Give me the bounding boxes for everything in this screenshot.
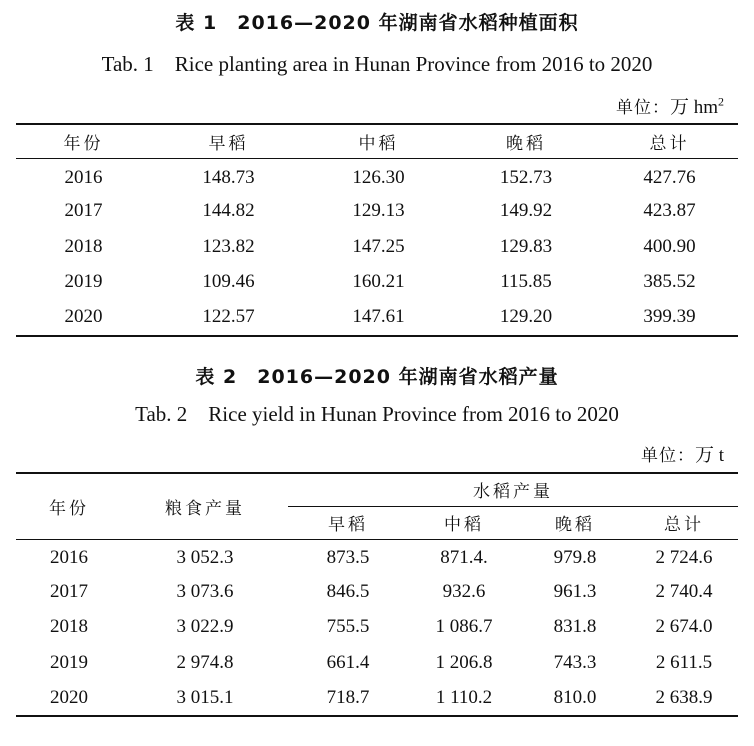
table-cell: 846.5	[326, 581, 370, 603]
table-row	[16, 610, 738, 645]
table-cell: 961.3	[553, 581, 597, 603]
table-cell: 873.5	[326, 547, 370, 569]
table-cell: 149.92	[499, 200, 553, 222]
table2-caption-cn: 表 2 2016—2020 年湖南省水稻产量	[195, 366, 559, 388]
table-cell: 3 022.9	[176, 616, 234, 638]
table-cell: 810.0	[553, 686, 597, 708]
table-cell: 2 611.5	[655, 651, 713, 673]
table-cell: 3 015.1	[176, 686, 234, 708]
table-cell: 2016	[50, 547, 88, 569]
table-row	[16, 539, 738, 574]
table-cell: 115.85	[500, 271, 552, 293]
table1-unit	[616, 92, 754, 119]
table-cell: 2 724.6	[655, 547, 713, 569]
table-row	[16, 229, 738, 265]
table-row	[16, 574, 738, 609]
table-cell: 2 674.0	[655, 616, 713, 638]
table-cell: 147.61	[352, 306, 405, 328]
table-row	[16, 194, 738, 230]
table2-header-total: 总计	[630, 506, 738, 539]
table1-header-total: 总计	[601, 124, 738, 158]
table-cell: 2019	[50, 651, 88, 673]
table-cell: 109.46	[202, 271, 255, 293]
table-cell: 400.90	[643, 235, 696, 257]
table1-header-early: 早稻	[151, 124, 306, 158]
table2-header-middle: 中稻	[408, 506, 520, 539]
table2-header-row-1	[16, 473, 738, 506]
table1-header-row	[16, 124, 738, 158]
table-cell: 2 974.8	[176, 651, 234, 673]
table2-header-early: 早稻	[288, 506, 408, 539]
table-row	[16, 681, 738, 716]
table-cell: 129.83	[499, 235, 553, 257]
table-cell: 831.8	[553, 616, 597, 638]
table-cell: 148.73	[202, 166, 255, 188]
table-cell: 144.82	[202, 200, 255, 222]
table1-header-year: 年份	[16, 124, 151, 158]
table-cell: 2018	[64, 235, 103, 257]
table-cell: 423.87	[643, 200, 696, 222]
table-row	[16, 645, 738, 680]
table2-header-late: 晚稻	[520, 506, 630, 539]
table-cell: 2 740.4	[655, 581, 713, 603]
table-cell: 123.82	[202, 235, 255, 257]
table-cell: 122.57	[202, 306, 255, 328]
table-cell: 399.39	[643, 306, 696, 328]
table2-caption-en: Tab. 2 Rice yield in Hunan Province from 2016 to 2020	[135, 402, 619, 426]
table1-unit-sup: 2	[718, 94, 724, 109]
table-row	[16, 265, 738, 301]
table-cell: 160.21	[352, 271, 405, 293]
table-cell: 129.20	[499, 306, 553, 328]
table-cell: 743.3	[553, 651, 597, 673]
table-cell: 661.4	[326, 651, 370, 673]
table-cell: 2019	[64, 271, 103, 293]
table-cell: 2018	[50, 616, 88, 638]
table-row	[16, 300, 738, 336]
table-cell: 932.6	[442, 581, 486, 603]
table-cell: 755.5	[326, 616, 370, 638]
table1-unit-prefix: 单位：	[615, 98, 670, 118]
table1-unit-main: 万 hm	[669, 97, 718, 118]
table-cell: 2 638.9	[655, 686, 713, 708]
table2-unit-main: 万 t	[694, 445, 724, 466]
table-cell: 1 110.2	[435, 686, 493, 708]
table2-header-rice: 水稻产量	[288, 473, 738, 506]
table-cell: 427.76	[643, 166, 696, 188]
table2-unit	[641, 440, 754, 467]
table2-header-grain: 粮食产量	[122, 473, 288, 539]
table1-header-middle: 中稻	[306, 124, 451, 158]
table-cell: 1 086.7	[435, 616, 493, 638]
table-cell: 871.4.	[440, 547, 488, 569]
table2	[16, 472, 738, 717]
table2-unit-prefix: 单位：	[640, 446, 695, 466]
table-cell: 2017	[50, 581, 88, 603]
table1-header-late: 晚稻	[451, 124, 601, 158]
table-cell: 2020	[64, 306, 103, 328]
table-cell: 147.25	[352, 235, 405, 257]
table-cell: 129.13	[352, 200, 405, 222]
table-cell: 3 052.3	[176, 547, 234, 569]
table-cell: 152.73	[499, 166, 553, 188]
table-cell: 2016	[64, 166, 103, 188]
table1-caption-en: Tab. 1 Rice planting area in Hunan Province from 2016 to 2020	[101, 52, 653, 76]
table-cell: 979.8	[553, 547, 597, 569]
table-cell: 126.30	[352, 166, 405, 188]
table-cell: 1 206.8	[435, 651, 493, 673]
table-row	[16, 158, 738, 194]
table-cell: 3 073.6	[176, 581, 234, 603]
table-cell: 2017	[64, 200, 103, 222]
table1-caption-cn: 表 1 2016—2020 年湖南省水稻种植面积	[175, 12, 579, 34]
table-cell: 2020	[50, 686, 88, 708]
table-cell: 385.52	[643, 271, 696, 293]
table-cell: 718.7	[326, 686, 370, 708]
table2-header-year: 年份	[16, 473, 122, 539]
table1	[16, 123, 738, 337]
